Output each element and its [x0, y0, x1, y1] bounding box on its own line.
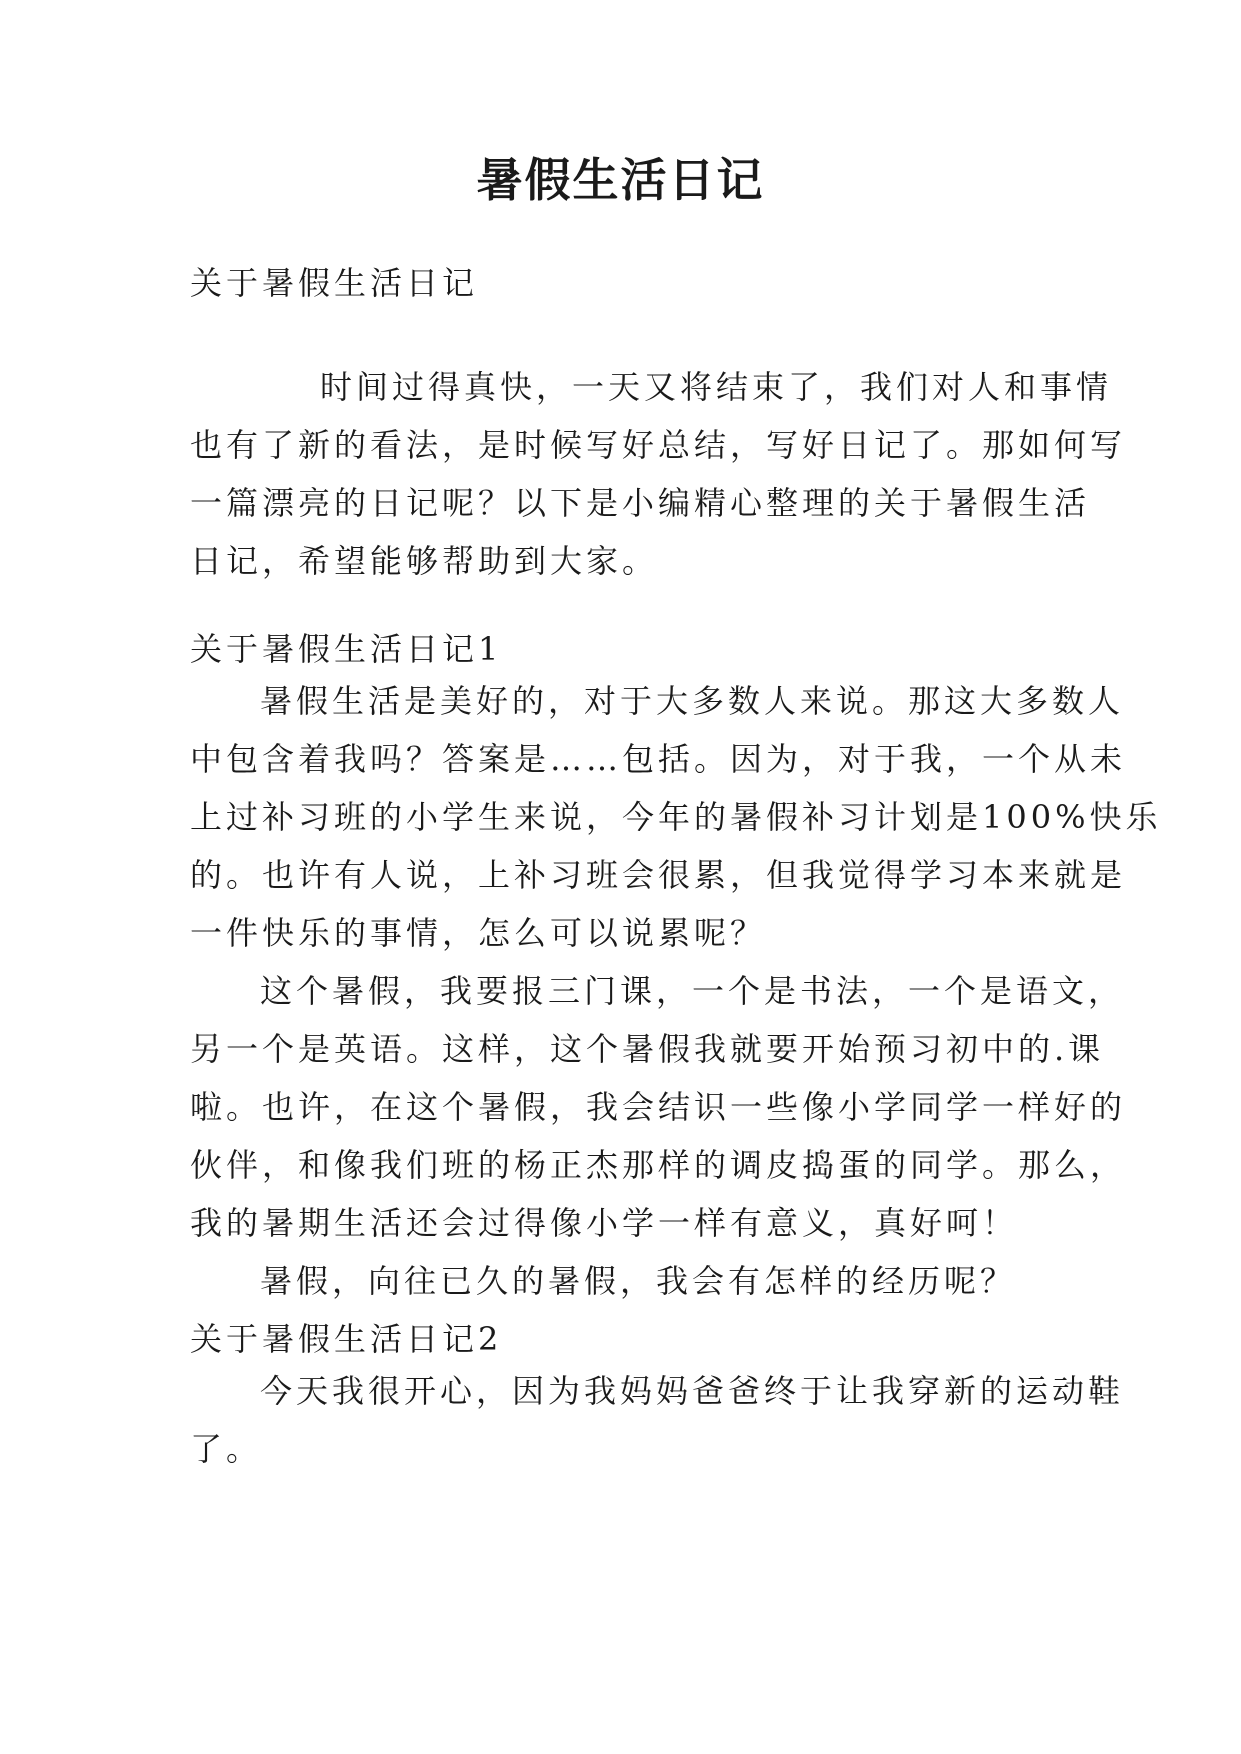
- section2-paragraph-1: [190, 1362, 1125, 1478]
- paragraph-line: 我的暑期生活还会过得像小学一样有意义，真好呵！: [190, 1204, 1019, 1242]
- intro-line: 一篇漂亮的日记呢？以下是小编精心整理的关于暑假生活: [190, 484, 1091, 522]
- intro-paragraph: [190, 358, 1127, 590]
- section1-paragraph-3: [190, 1252, 1060, 1310]
- section1-paragraph-2: [190, 962, 1127, 1252]
- paragraph-line: 一件快乐的事情，怎么可以说累呢？: [190, 914, 767, 952]
- paragraph-line: 上过补习班的小学生来说，今年的暑假补习计划是100%快乐: [190, 798, 1162, 836]
- document-title: 暑假生活日记: [476, 153, 765, 207]
- intro-line: 日记，希望能够帮助到大家。: [190, 542, 659, 580]
- intro-line: 也有了新的看法，是时候写好总结，写好日记了。那如何写: [190, 426, 1127, 464]
- paragraph-line: 另一个是英语。这样，这个暑假我就要开始预习初中的.课: [190, 1030, 1105, 1068]
- paragraph-line: 暑假生活是美好的，对于大多数人来说。那这大多数人: [260, 682, 1125, 720]
- paragraph-line: 这个暑假，我要报三门课，一个是书法，一个是语文，: [260, 972, 1125, 1010]
- intro-line: 时间过得真快，一天又将结束了，我们对人和事情: [320, 368, 1113, 406]
- paragraph-line: 今天我很开心，因为我妈妈爸爸终于让我穿新的运动鞋: [260, 1372, 1125, 1410]
- paragraph-line: 了。: [190, 1430, 263, 1468]
- paragraph-line: 暑假，向往已久的暑假，我会有怎样的经历呢？: [260, 1262, 1017, 1300]
- intro-heading: 关于暑假生活日记: [190, 264, 479, 302]
- section2-heading: 关于暑假生活日记2: [190, 1320, 503, 1358]
- paragraph-line: 中包含着我吗？答案是……包括。因为，对于我，一个从未: [190, 740, 1127, 778]
- paragraph-line: 伙伴，和像我们班的杨正杰那样的调皮捣蛋的同学。那么，: [190, 1146, 1127, 1184]
- paragraph-line: 的。也许有人说，上补习班会很累，但我觉得学习本来就是: [190, 856, 1127, 894]
- paragraph-line: 啦。也许，在这个暑假，我会结识一些像小学同学一样好的: [190, 1088, 1127, 1126]
- section1-paragraph-1: [190, 672, 1162, 962]
- section1-heading: 关于暑假生活日记1: [190, 630, 503, 668]
